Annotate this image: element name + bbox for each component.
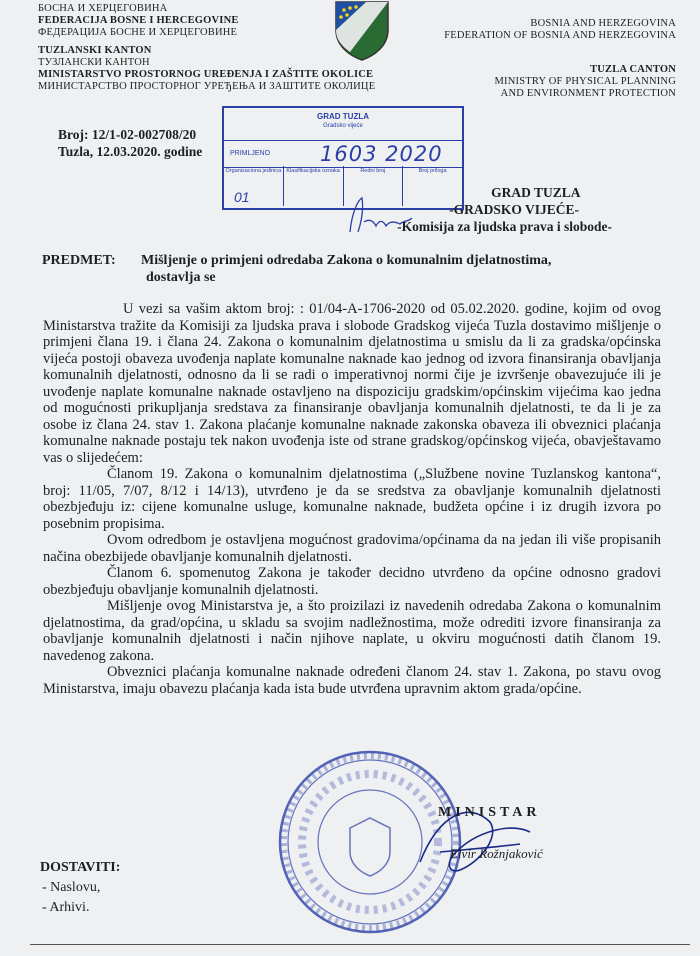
header-right-bottom bbox=[495, 64, 677, 100]
letter-body bbox=[43, 301, 661, 697]
footer-divider bbox=[30, 944, 690, 945]
header-right-line: FEDERATION OF BOSNIA AND HERZEGOVINA bbox=[444, 30, 676, 41]
header-right-line: MINISTRY OF PHYSICAL PLANNING bbox=[494, 76, 676, 87]
body-paragraph: Obveznici plaćanja komunalne naknade određeni članom 24. stav 1. Zakona, po stavu ovog Ministarstva, imaju obavezu plaćanja kada ista bude utvrđena upravnim aktom grada/općine. bbox=[43, 664, 661, 697]
distribution-item: - Naslovu, bbox=[42, 880, 101, 895]
body-paragraph: Članom 19. Zakona o komunalnim djelatnostima („Službene novine Tuzlanskog kantona“, broj: 11/05, 7/07, 8/12 i 14/13), utvrđeno je da se sredstva za obavljanje komunalnih djelatnosti obezbjeđuju iz: cijene komunalne usluge, komunalne naknade, budžeta općine i iz drugih izvora po posebnim propisima. bbox=[43, 466, 661, 532]
header-right-line: BOSNIA AND HERZEGOVINA bbox=[530, 18, 676, 29]
body-paragraph: Ovom odredbom je ostavljena mogućnost gradovima/općinama da na jedan ili više propisanih načina obezbijede obavljanje komunalnih djelatnosti. bbox=[43, 532, 661, 565]
signatory-title: MINISTAR bbox=[438, 805, 541, 820]
federation-coat-of-arms-icon bbox=[330, 0, 394, 62]
stamp-cell bbox=[224, 166, 284, 206]
header-left bbox=[38, 3, 375, 93]
header-right-line: TUZLA CANTON bbox=[590, 64, 676, 75]
stamp-cell-header: Broj priloga bbox=[418, 168, 447, 174]
distribution-item: - Arhivi. bbox=[42, 900, 90, 915]
reference-date: Tuzla, 12.03.2020. godine bbox=[58, 144, 203, 159]
header-left-line: БОСНА И ХЕРЦЕГОВИНА bbox=[38, 3, 168, 14]
signatory-name: Elvir Rožnjaković bbox=[450, 846, 543, 861]
header-left-line: FEDERACIJA BOSNE I HERCEGOVINE bbox=[38, 15, 239, 26]
stamp-received-label: PRIMLJENO bbox=[230, 150, 271, 157]
stamp-cell-header: Redni broj bbox=[360, 168, 386, 174]
reference-number: Broj: 12/1-02-002708/20 bbox=[58, 127, 197, 142]
stamp-title: GRAD TUZLA bbox=[317, 112, 369, 121]
stamp-received-date: 1603 2020 bbox=[320, 142, 443, 166]
stamp-cell-value: 01 bbox=[234, 189, 250, 205]
header-left-line: ФЕДЕРАЦИЈА БОСНЕ И ХЕРЦЕГОВИНЕ bbox=[38, 27, 238, 38]
distribution-block bbox=[40, 858, 120, 918]
body-paragraph: U vezi sa vašim aktom broj: : 01/04-A-1706-2020 od 05.02.2020. godine, kojim od ovog Ministarstva tražite da Komisiji za ljudska prava i slobode Gradskog vijeća Tuzla dostavimo mišljenje o primjeni člana 19. i člana 24. Zakona o komunalnim djelatnostima u smislu da li za gradska/općinska vijeća postoji obaveza uvođenja naplate komunalne naknade kao jednog od izvora finansiranja obavljanja komunalnih djelatnosti, odnosno da li se radi o imperativnoj normi čije je izvršenje obavezujuće ili je uvođenje naplate komunalne naknade ostavljeno na dispoziciju gradskim/općinskim vijećima kao jedna od mogućnosti prikupljanja sredstava za finansiranje obavljanja komunalnih djelatnosti, te da li je za osobe iz člana 24. stav 1. Zakona plaćanje komunalne naknade zakonska obaveza ili obveznici plaćanja komunalne naknade postaju tek nakon uvođenja iste od strane gradskog/općinskog vijeća, obavještavamo vas o slijedećem: bbox=[43, 301, 661, 466]
distribution-title: DOSTAVITI: bbox=[40, 860, 121, 875]
recipient-block bbox=[397, 184, 612, 235]
header-left-line: TUZLANSKI KANTON bbox=[38, 45, 152, 56]
recipient-line: GRAD TUZLA bbox=[491, 185, 581, 200]
stamp-cell-header: Organizaciona jedinica bbox=[225, 168, 282, 174]
recipient-line: -Komisija za ljudska prava i slobode- bbox=[397, 219, 612, 234]
header-right-top bbox=[444, 18, 676, 42]
recipient-line: -GRADSKO VIJEĆE- bbox=[449, 202, 579, 217]
stamp-subtitle: Gradsko vijeće bbox=[323, 123, 363, 129]
body-paragraph: Mišljenje ovog Ministarstva je, a što proizilazi iz navedenih odredaba Zakona o komunalnim djelatnostima, da grad/općina, u skladu sa svojim nadležnostima, može odrediti izvore finansiranja za obavljanje komunalnih djelatnosti i način njihove naplate, u okviru mogućnosti datih članom 19. navedenog zakona. bbox=[43, 598, 661, 664]
header-right-line: AND ENVIRONMENT PROTECTION bbox=[500, 88, 676, 99]
stamp-cell bbox=[284, 166, 344, 206]
header-left-line: ТУЗЛАНСКИ КАНТОН bbox=[38, 57, 150, 68]
header-left-line: МИНИСТАРСТВО ПРОСТОРНОГ УРЕЂЕЊА И ЗАШТИТЕ ОКОЛИЦЕ bbox=[38, 81, 376, 92]
stamp-cell-header: Klasifikacijska oznaka bbox=[286, 168, 340, 174]
subject-block bbox=[42, 252, 642, 286]
body-paragraph: Članom 6. spomenutog Zakona je također decidno utvrđeno da općine odnosno gradovi obezbjeđuju obavljanje komunalnih djelatnosti. bbox=[43, 565, 661, 598]
subject-line: dostavlja se bbox=[146, 270, 216, 285]
header-left-line: MINISTARSTVO PROSTORNOG UREĐENJA I ZAŠTITE OKOLICE bbox=[38, 69, 374, 80]
reference-block bbox=[58, 126, 202, 160]
stamp-received-row bbox=[224, 140, 462, 168]
subject-line: Mišljenje o primjeni odredaba Zakona o komunalnim djelatnostima, bbox=[141, 253, 552, 268]
subject-label: PREDMET: bbox=[42, 253, 116, 268]
